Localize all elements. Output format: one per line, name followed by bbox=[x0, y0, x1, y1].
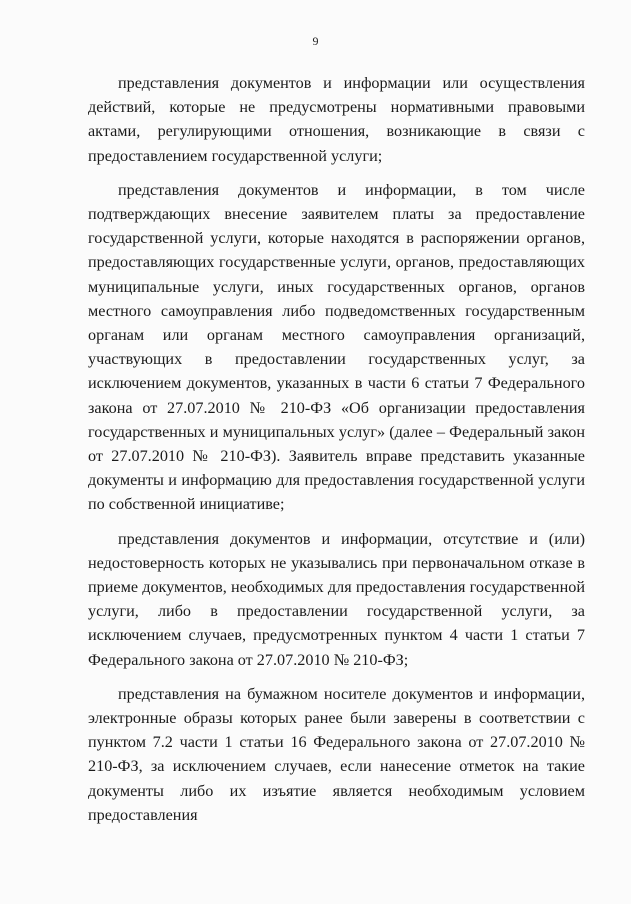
page-number: 9 bbox=[312, 34, 319, 48]
paragraph-4: представления на бумажном носителе документов и информации, электронные образы которых ранее были заверены в соответствии с пунктом 7.2 части 1 статьи 16 Федерального закона от 27.07.2010 № 210-ФЗ, за исключением случаев, если нанесение отметок на такие документы либо их изъятие является необходимым условием предоставления bbox=[88, 684, 585, 824]
paragraph-2: представления документов и информации, в том числе подтверждающих внесение заявителем платы за предоставление государственной услуги, которые находятся в распоряжении органов, предоставляющих государственные услуги, органов, предоставляющих муниципальные услуги, иных государственных органов, органов местного самоуправления либо подведомственных государственным органам или органам местного самоуправления организаций, участвующих в предоставлении государственных услуг, за исключением документов, указанных в части 6 статьи 7 Федерального закона от 27.07.2010 № 210-ФЗ «Об организации предоставления государственных и муниципальных услуг» (далее – Федеральный закон от 27.07.2010 № 210-ФЗ). Заявитель вправе представить указанные документы и информацию для предоставления государственной услуги по собственной инициативе; bbox=[88, 180, 585, 514]
paragraph-1: представления документов и информации или осуществления действий, которые не предусмотрены нормативными правовыми актами, регулирующими отношения, возникающие в связи с предоставлением государственной услуги; bbox=[88, 74, 585, 165]
paragraph-3: представления документов и информации, отсутствие и (или) недостоверность которых не указывались при первоначальном отказе в приеме документов, необходимых для предоставления государственной услуги, либо в предоставлении государственной услуги, за исключением случаев, предусмотренных пунктом 4 части 1 статьи 7 Федерального закона от 27.07.2010 № 210-ФЗ; bbox=[88, 529, 585, 669]
document-body bbox=[88, 71, 585, 835]
